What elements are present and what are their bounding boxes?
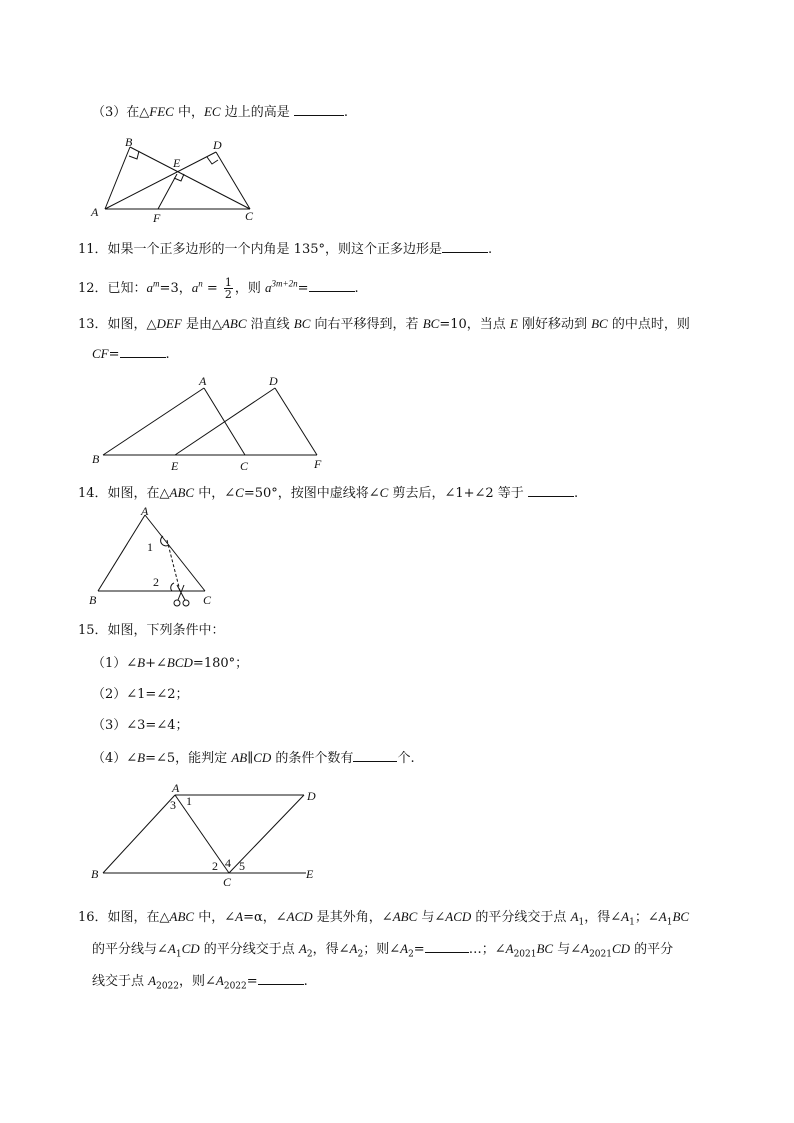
- answer-blank[interactable]: [120, 345, 166, 358]
- text: .: [488, 242, 493, 257]
- var: BC: [536, 941, 554, 956]
- var: ABC: [169, 909, 195, 924]
- var: ACD: [286, 909, 313, 924]
- subscript: 2021: [589, 949, 612, 960]
- var: A: [658, 909, 667, 924]
- q13-figure: [88, 370, 338, 475]
- subscript: 2021: [513, 949, 537, 960]
- label-angle-3: 3: [170, 798, 176, 812]
- exp: m: [153, 278, 160, 289]
- text: 个.: [397, 751, 415, 766]
- label-E: E: [173, 156, 181, 170]
- text: （4）∠: [92, 751, 138, 766]
- text: ，则∠: [179, 974, 216, 989]
- text: .: [573, 486, 579, 501]
- q16-line1: [78, 908, 689, 927]
- subscript: 1: [629, 917, 635, 928]
- text: 线交于点: [92, 974, 149, 989]
- var: A: [400, 941, 409, 956]
- var: A: [215, 973, 224, 988]
- var: CD: [611, 941, 631, 956]
- var: a: [191, 280, 199, 295]
- text: 的平分线与∠: [92, 942, 168, 957]
- text: 11．如果一个正多边形的一个内角是 135°，则这个正多边形是: [78, 242, 442, 257]
- subscript: 1: [578, 917, 585, 928]
- text: ，得∠: [584, 910, 622, 925]
- var: AB: [231, 750, 248, 765]
- label-B: B: [91, 867, 99, 881]
- var: CF: [92, 346, 109, 361]
- text: =: [246, 974, 258, 989]
- label-B: B: [125, 135, 133, 149]
- q15-cond3: （3）∠3=∠4；: [92, 718, 189, 733]
- q14-figure: [85, 503, 225, 611]
- answer-blank[interactable]: [258, 972, 304, 985]
- text: 16．如图，在△: [78, 910, 170, 925]
- var: ABC: [169, 485, 195, 500]
- var: A: [148, 973, 157, 988]
- var: A: [235, 909, 244, 924]
- text: 是由△: [181, 317, 222, 332]
- label-D: D: [307, 789, 316, 803]
- label-C: C: [240, 459, 249, 473]
- answer-blank[interactable]: [442, 240, 488, 253]
- answer-blank[interactable]: [309, 279, 355, 292]
- q15-intro: 15．如图，下列条件中：: [78, 623, 225, 638]
- text: （1）∠: [92, 656, 138, 671]
- label-angle-2: 2: [212, 859, 218, 873]
- text: 刚好移动到: [517, 317, 592, 332]
- q15-figure: [88, 778, 328, 888]
- text: ，则: [234, 281, 266, 296]
- text: =180°；: [192, 656, 249, 671]
- text: 中，: [173, 105, 204, 120]
- text: 向右平移得到，若: [310, 317, 423, 332]
- text: 边上的高是: [220, 105, 294, 120]
- text: 与∠: [417, 910, 446, 925]
- text: =50°，按图中虚线将∠: [243, 486, 380, 501]
- q13-line1: [78, 315, 690, 334]
- var: A: [621, 909, 630, 924]
- label-D: D: [213, 138, 222, 152]
- text: 的中点时，则: [607, 317, 690, 332]
- text: =: [297, 281, 309, 296]
- label-F: F: [153, 211, 161, 225]
- answer-blank[interactable]: [528, 484, 574, 497]
- subscript: 2022: [223, 981, 247, 992]
- label-angle-2: 2: [153, 575, 159, 589]
- text: =α，∠: [243, 910, 287, 925]
- label-A: A: [91, 205, 99, 219]
- var: FEC: [149, 104, 174, 119]
- numerator: 1: [224, 276, 232, 289]
- exp: 3m+2n: [271, 278, 298, 289]
- label-angle-1: 1: [147, 540, 153, 554]
- var: BC: [422, 316, 440, 331]
- var: A: [581, 941, 590, 956]
- subscript: 2: [306, 949, 313, 960]
- label-C: C: [245, 209, 254, 223]
- var: a: [146, 280, 154, 295]
- var: CD: [253, 750, 272, 765]
- text: =∠5，能判定: [145, 751, 232, 766]
- text: 中，∠: [194, 910, 236, 925]
- text: 沿直线: [246, 317, 294, 332]
- label-A: A: [141, 504, 149, 518]
- fraction: [224, 277, 233, 300]
- var: BC: [591, 316, 608, 331]
- label-C: C: [203, 593, 212, 607]
- var: DEF: [156, 316, 182, 331]
- q11: [78, 240, 492, 259]
- var: BC: [672, 909, 690, 924]
- text: =: [108, 347, 120, 362]
- var: ACD: [445, 909, 472, 924]
- var: CD: [181, 941, 200, 956]
- text: 与∠: [553, 942, 582, 957]
- answer-blank[interactable]: [294, 103, 344, 116]
- q10-figure: [85, 130, 265, 230]
- text: =: [413, 942, 425, 957]
- var: BCD: [166, 655, 193, 670]
- var: E: [509, 316, 518, 331]
- text: =3，: [159, 281, 192, 296]
- var: BC: [293, 316, 311, 331]
- var: ABC: [221, 316, 247, 331]
- text: 14．如图，在△: [78, 486, 170, 501]
- text: 13．如图，△: [78, 317, 157, 332]
- var: B: [137, 655, 146, 670]
- subscript: 2: [408, 949, 414, 960]
- q15-cond1: [92, 654, 248, 673]
- label-angle-5: 5: [239, 859, 245, 873]
- var: ABC: [392, 909, 418, 924]
- label-C: C: [223, 875, 232, 889]
- text: ∥: [247, 751, 254, 766]
- text: 的平分: [630, 942, 674, 957]
- var: a: [265, 280, 272, 295]
- var: A: [505, 941, 514, 956]
- text: 12．已知：: [78, 281, 147, 296]
- text: .: [165, 347, 170, 362]
- answer-blank[interactable]: [353, 749, 397, 762]
- var: C: [379, 485, 389, 500]
- q12: [78, 277, 359, 300]
- q13-line2: [92, 345, 170, 364]
- q16-line3: [92, 972, 308, 991]
- label-A: A: [199, 374, 207, 388]
- label-D: D: [269, 374, 278, 388]
- label-B: B: [92, 452, 100, 466]
- answer-blank[interactable]: [425, 940, 469, 953]
- exp: n: [198, 278, 203, 289]
- label-A: A: [172, 781, 180, 795]
- var: A: [349, 941, 358, 956]
- var: A: [167, 941, 176, 956]
- q14: [78, 484, 578, 503]
- var: B: [137, 750, 146, 765]
- text: =10，当点: [439, 317, 510, 332]
- subscript: 2022: [156, 981, 179, 992]
- q10-sub3: [92, 103, 348, 122]
- label-angle-4: 4: [225, 856, 231, 870]
- text: .: [354, 281, 359, 296]
- var: EC: [203, 104, 221, 119]
- q15-cond2: （2）∠1=∠2；: [92, 687, 189, 702]
- label-F: F: [314, 457, 322, 471]
- label-B: B: [89, 593, 97, 607]
- var: A: [570, 909, 579, 924]
- text: 的条件个数有: [271, 751, 354, 766]
- text: 剪去后，∠1+∠2 等于: [388, 486, 528, 501]
- text: 的平分线交于点: [471, 910, 571, 925]
- label-angle-1: 1: [186, 794, 192, 808]
- var: A: [298, 941, 307, 956]
- text: 中，∠: [194, 486, 236, 501]
- label-E: E: [171, 459, 179, 473]
- subscript: 1: [175, 949, 182, 960]
- q15-cond4: [92, 749, 415, 768]
- text: …；∠: [468, 942, 506, 957]
- text: 是其外角，∠: [312, 910, 393, 925]
- q16-line2: [92, 940, 673, 959]
- var: C: [235, 485, 244, 500]
- text: ，得∠: [312, 942, 350, 957]
- text: .: [343, 105, 349, 120]
- text: （3）在△: [92, 105, 150, 120]
- label-E: E: [306, 867, 314, 881]
- text: ；∠: [634, 910, 659, 925]
- subscript: 2: [357, 949, 364, 960]
- text: .: [303, 974, 308, 989]
- text: =: [202, 281, 222, 296]
- text: +∠: [145, 656, 167, 671]
- subscript: 1: [666, 917, 673, 928]
- text: 的平分线交于点: [199, 942, 299, 957]
- denominator: 2: [224, 288, 232, 301]
- text: ；则∠: [363, 942, 401, 957]
